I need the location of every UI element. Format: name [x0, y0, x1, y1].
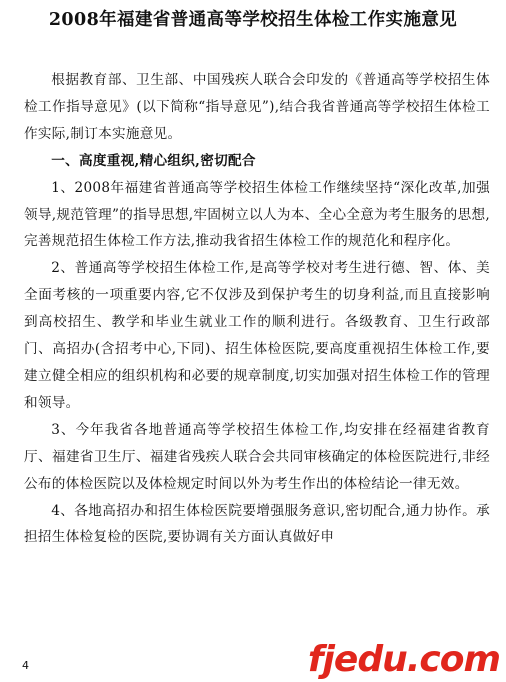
- intro-paragraph: 根据教育部、卫生部、中国残疾人联合会印发的《普通高等学校招生体检工作指导意见》(以下简称“指导意见”),结合我省普通高等学校招生体检工作实际,制订本实施意见。: [24, 72, 490, 142]
- paragraph-3: 3、今年我省各地普通高等学校招生体检工作,均安排在经福建省教育厅、福建省卫生厅、福建省残疾人联合会共同审核确定的体检医院进行,非经公布的体检医院以及体检规定时间以外为考生作出的体检结论一律无效。: [24, 421, 490, 492]
- watermark-logo-text: fjedu.com: [307, 639, 500, 680]
- paragraph-4: 4、各地高招办和招生体检医院要增强服务意识,密切配合,通力协作。承担招生体检复检的医院,要协调有关方面认真做好申: [24, 502, 490, 546]
- section-heading: 一、高度重视,精心组织,密切配合: [51, 152, 256, 169]
- page-number: 4: [22, 659, 29, 672]
- paragraph-1: 1、2008年福建省普通高等学校招生体检工作继续坚持“深化改革,加强领导,规范管理”的指导思想,牢固树立以人为本、全心全意为考生服务的思想,完善规范招生体检工作方法,推动我省招生体检工作的规范化和程序化。: [24, 179, 490, 250]
- paragraph-2: 2、普通高等学校招生体检工作,是高等学校对考生进行德、智、体、美全面考核的一项重要内容,它不仅涉及到保护考生的切身利益,而且直接影响到高校招生、教学和毕业生就业工作的顺利进行。各级教育、卫生行政部门、高招办(含招考中心,下同)、招生体检医院,要高度重视招生体检工作,要建立健全相应的组织机构和必要的规章制度,切实加强对招生体检工作的管理和领导。: [24, 260, 490, 411]
- site-watermark: [307, 639, 500, 680]
- document-title: 2008年福建省普通高等学校招生体检工作实施意见: [48, 10, 458, 30]
- document-body: [24, 67, 490, 551]
